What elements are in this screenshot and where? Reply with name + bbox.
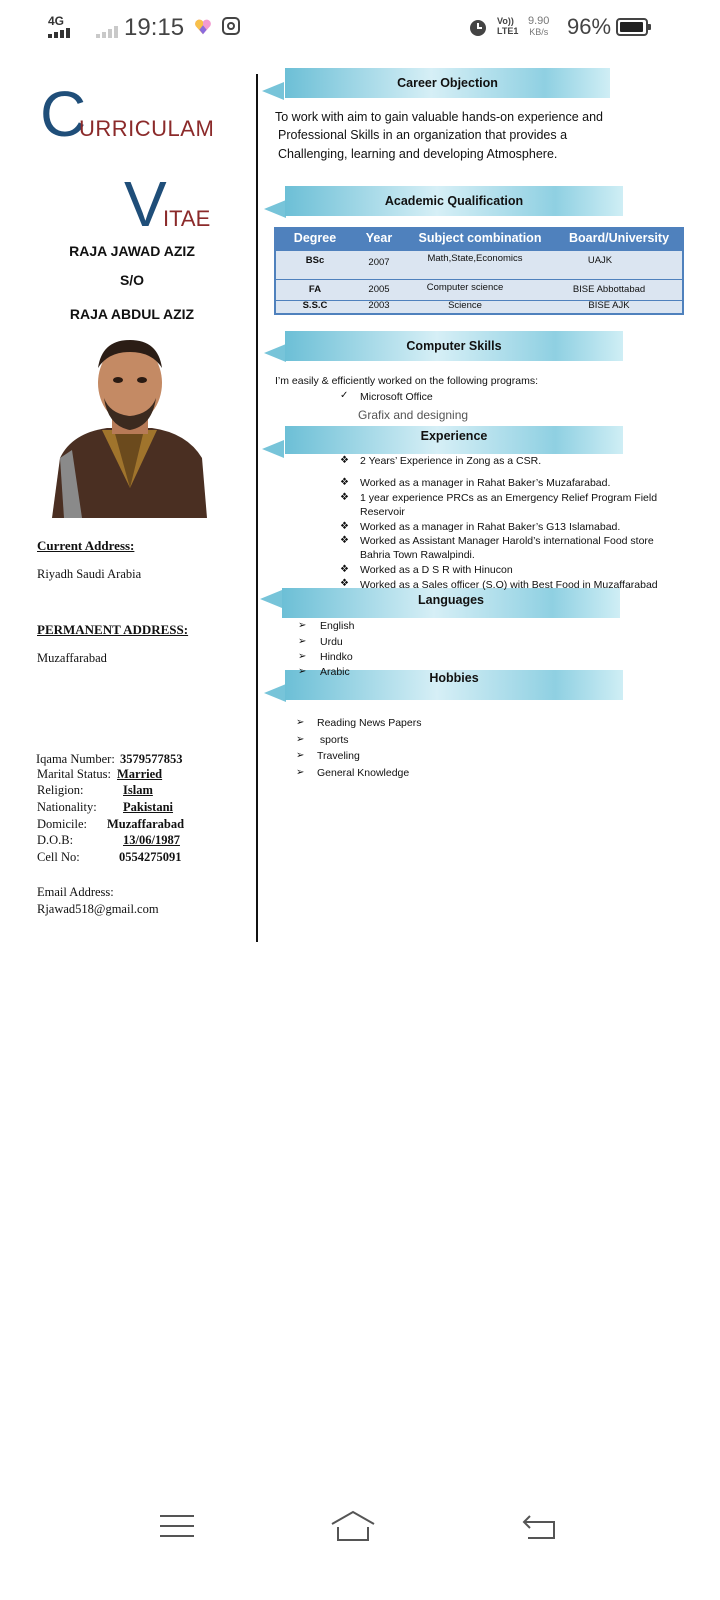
religion-label: Religion: — [37, 783, 84, 797]
cell-degree: BSc — [305, 255, 325, 266]
title-letter-c: C — [40, 78, 87, 150]
diamond-bullet-icon: ❖ — [340, 477, 349, 488]
home-icon[interactable] — [330, 1510, 376, 1542]
career-line-1: To work with aim to gain valuable hands-on experience and — [275, 110, 603, 124]
banner-tab — [262, 440, 284, 458]
back-icon[interactable] — [520, 1512, 556, 1540]
table-row — [276, 279, 682, 300]
religion-value: Islam — [123, 783, 153, 797]
clock: 19:15 — [124, 14, 185, 41]
experience-item: Worked as a Sales officer (S.O) with Best Food in Muzaffarabad — [360, 579, 658, 591]
signal-icon — [48, 28, 82, 38]
cell-year: 2005 — [368, 284, 390, 295]
volte-indicator: Vo)) LTE1 — [497, 16, 519, 36]
experience-heading: Experience — [285, 426, 623, 454]
cell-subject: Math,State,Economics — [427, 253, 523, 264]
title-vitae: ITAE — [163, 206, 211, 231]
header-board: Board/University — [568, 231, 670, 245]
dob-value: 13/06/1987 — [123, 833, 180, 847]
diamond-bullet-icon: ❖ — [340, 521, 349, 532]
experience-item: Worked as a manager in Rahat Baker’s Muzafarabad. — [360, 477, 611, 489]
hobby-item: General Knowledge — [317, 767, 410, 779]
cell-board: UAJK — [587, 255, 613, 266]
iqama-value: 3579577853 — [120, 752, 183, 766]
arrow-bullet-icon: ➢ — [298, 651, 307, 662]
banner-tab — [264, 344, 286, 362]
cell-board: BISE AJK — [588, 300, 630, 311]
experience-item-cont: Bahria Town Rawalpindi. — [360, 549, 475, 561]
heart-app-icon — [194, 18, 212, 36]
cell-degree: S.S.C — [302, 300, 328, 311]
header-year: Year — [365, 231, 393, 245]
email-label: Email Address: — [37, 885, 114, 899]
network-speed: 9.90 KB/s — [528, 15, 550, 37]
computer-item: Microsoft Office — [360, 391, 433, 403]
cell-value: 0554275091 — [119, 850, 182, 864]
banner-tab — [262, 82, 284, 100]
current-address: Riyadh Saudi Arabia — [37, 567, 142, 581]
experience-item-cont: Reservoir — [360, 506, 405, 518]
arrow-bullet-icon: ➢ — [296, 717, 305, 728]
computer-skills-heading: Computer Skills — [285, 331, 623, 361]
nationality-value: Pakistani — [123, 800, 174, 814]
arrow-bullet-icon: ➢ — [298, 620, 307, 631]
relation-label: S/O — [119, 272, 145, 288]
father-name: RAJA ABDUL AZIZ — [69, 306, 195, 322]
career-line-2: Professional Skills in an organization that provides a — [278, 128, 568, 142]
arrow-bullet-icon: ➢ — [296, 767, 305, 778]
title-letter-v: V — [124, 168, 167, 240]
cell-year: 2007 — [368, 257, 390, 268]
arrow-bullet-icon: ➢ — [298, 636, 307, 647]
menu-icon[interactable] — [160, 1513, 194, 1539]
domicile-label: Domicile: — [37, 817, 87, 831]
language-item: Urdu — [320, 636, 343, 648]
signal-2-icon — [96, 26, 122, 38]
diamond-bullet-icon: ❖ — [340, 492, 349, 503]
cell-year: 2003 — [368, 300, 390, 311]
experience-item: 1 year experience PRCs as an Emergency Relief Program Field — [360, 492, 658, 504]
cell-degree: FA — [308, 284, 322, 295]
hobbies-heading: Hobbies — [285, 670, 623, 700]
instagram-icon — [222, 17, 240, 35]
banner-tab — [264, 684, 286, 702]
experience-item: 2 Years’ Experience in Zong as a CSR. — [360, 455, 542, 467]
banner-tab — [264, 200, 286, 218]
alarm-icon — [468, 17, 488, 37]
permanent-address-label: PERMANENT ADDRESS: — [37, 622, 189, 637]
experience-item: Worked as a manager in Rahat Baker’s G13 Islamabad. — [360, 521, 621, 533]
language-item: English — [320, 620, 355, 632]
iqama-label: Iqama Number: — [36, 752, 115, 766]
diamond-bullet-icon: ❖ — [340, 455, 349, 466]
computer-intro: I’m easily & efficiently worked on the following programs: — [275, 375, 539, 387]
diamond-bullet-icon: ❖ — [340, 578, 349, 589]
qualification-table — [274, 227, 684, 315]
battery-icon — [616, 18, 648, 36]
hobby-item: Traveling — [317, 750, 360, 762]
email-address: Rjawad518@gmail.com — [37, 902, 159, 916]
permanent-address: Muzaffarabad — [37, 651, 107, 665]
banner-tab — [260, 590, 282, 608]
hobby-item: sports — [317, 734, 349, 746]
cell-subject: Computer science — [426, 282, 504, 293]
header-degree: Degree — [293, 231, 337, 245]
column-divider — [256, 74, 258, 942]
current-address-label: Current Address: — [37, 538, 135, 553]
table-header — [276, 229, 682, 250]
dob-label: D.O.B: — [37, 833, 74, 847]
candidate-name: RAJA JAWAD AZIZ — [69, 243, 195, 259]
language-item: Arabic — [320, 666, 350, 678]
title-curriculam: URRICULAM — [79, 116, 215, 141]
arrow-bullet-icon: ➢ — [296, 750, 305, 761]
language-item: Hindko — [320, 651, 353, 663]
arrow-bullet-icon: ➢ — [298, 666, 307, 677]
hobby-item: Reading News Papers — [317, 717, 422, 729]
network-type: 4G — [48, 14, 65, 28]
battery-percent: 96% — [567, 14, 612, 39]
career-line-3: Challenging, learning and developing Atmosphere. — [278, 147, 558, 161]
domicile-value: Muzaffarabad — [107, 817, 185, 831]
cell-label: Cell No: — [37, 850, 80, 864]
career-objective-heading: Career Objection — [285, 68, 610, 98]
check-icon: ✓ — [340, 390, 349, 401]
marital-value: Married — [117, 767, 163, 781]
status-bar — [0, 0, 720, 56]
diamond-bullet-icon: ❖ — [340, 564, 349, 575]
cell-subject: Science — [448, 300, 482, 311]
computer-item: Grafix and designing — [358, 408, 469, 422]
marital-label: Marital Status: — [37, 767, 111, 781]
header-subject: Subject combination — [418, 231, 542, 245]
languages-heading: Languages — [282, 588, 620, 618]
table-row — [276, 300, 682, 313]
nationality-label: Nationality: — [37, 800, 97, 814]
table-row — [276, 250, 682, 279]
arrow-bullet-icon: ➢ — [296, 734, 305, 745]
academic-heading: Academic Qualification — [285, 186, 623, 216]
cell-board: BISE Abbottabad — [572, 284, 646, 295]
diamond-bullet-icon: ❖ — [340, 535, 349, 546]
profile-photo — [52, 338, 207, 518]
experience-item: Worked as Assistant Manager Harold’s international Food store — [360, 535, 654, 547]
experience-item: Worked as a D S R with Hinucon — [360, 564, 513, 576]
